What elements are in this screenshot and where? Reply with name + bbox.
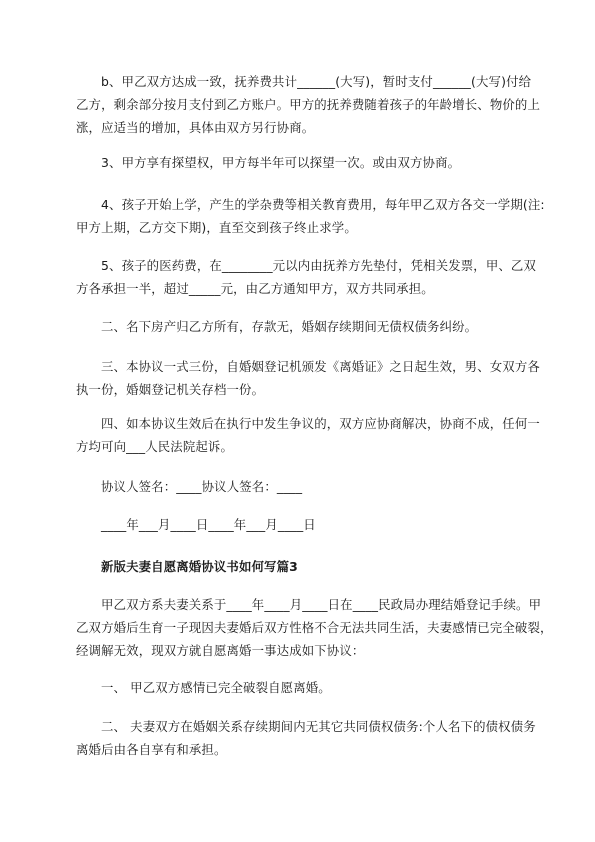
- date-line: [76, 513, 524, 536]
- text-line: 四、如本协议生效后在执行中发生争议的，双方应协商解决，协商不成，任何一: [101, 416, 540, 431]
- text-line: 5、孩子的医药费，在________元以内由抚养方先垫付，凭相关发票，甲、乙双: [101, 258, 537, 273]
- signature-line: [76, 475, 524, 498]
- text-line: b、甲乙双方达成一致，抚养费共计______(大写)，暂时支付______(大写)付给: [101, 74, 532, 89]
- paragraph-visitation: [76, 151, 524, 174]
- paragraph-child-support: [76, 70, 541, 139]
- paragraph-clause-1: [76, 676, 524, 699]
- text-line: 一、 甲乙双方感情已完全破裂自愿离婚。: [101, 680, 331, 695]
- paragraph-education-fees: [76, 193, 545, 239]
- text-line: 甲方上期，乙方交下期)，直至交到孩子终止求学。: [76, 220, 357, 235]
- text-line: 二、名下房产归乙方所有，存款无，婚姻存续期间无债权债务纠纷。: [101, 319, 478, 334]
- text-line: 4、孩子开始上学，产生的学杂费等相关教育费用，每年甲乙双方各交一学期(注:: [101, 197, 545, 212]
- paragraph-property: [76, 315, 524, 338]
- paragraph-copies: [76, 355, 540, 401]
- text-line: 三、本协议一式三份，自婚姻登记机颁发《离婚证》之日起生效，男、女双方各: [101, 359, 540, 374]
- section-heading: [76, 555, 524, 578]
- paragraph-intro: [76, 593, 553, 662]
- text-line: 甲乙双方系夫妻关系于____年____月____日在____民政局办理结婚登记手续。甲: [101, 597, 542, 612]
- paragraph-clause-2: [76, 715, 536, 761]
- text-line: 乙方，剩余部分按月支付到乙方账户。甲方的抚养费随着孩子的年龄增长、物价的上: [76, 97, 541, 112]
- text-line: 方各承担一半，超过_____元，由乙方通知甲方，双方共同承担。: [76, 281, 434, 296]
- text-line: 方均可向___人民法院起诉。: [76, 439, 233, 454]
- text-line: 涨，应适当的增加，具体由双方另行协商。: [76, 120, 315, 135]
- text-line: 经调解无效，现双方就自愿离婚一事达成如下协议：: [76, 643, 365, 658]
- paragraph-medical-fees: [76, 254, 537, 300]
- text-line: 3、甲方享有探望权，甲方每半年可以探望一次。或由双方协商。: [101, 155, 461, 170]
- text-line: 协议人签名：____协议人签名：____: [101, 479, 303, 494]
- text-line: ____年___月____日____年___月____日: [101, 517, 316, 532]
- heading-text: 新版夫妻自愿离婚协议书如何写篇3: [101, 559, 298, 574]
- text-line: 离婚后由各自享有和承担。: [76, 742, 227, 757]
- text-line: 二、 夫妻双方在婚姻关系存续期间内无其它共同债权债务:个人名下的债权债务: [101, 719, 536, 734]
- text-line: 执一份，婚姻登记机关存档一份。: [76, 382, 265, 397]
- text-line: 乙双方婚后生育一子现因夫妻婚后双方性格不合无法共同生活，夫妻感情已完全破裂，: [76, 620, 553, 635]
- paragraph-disputes: [76, 412, 540, 458]
